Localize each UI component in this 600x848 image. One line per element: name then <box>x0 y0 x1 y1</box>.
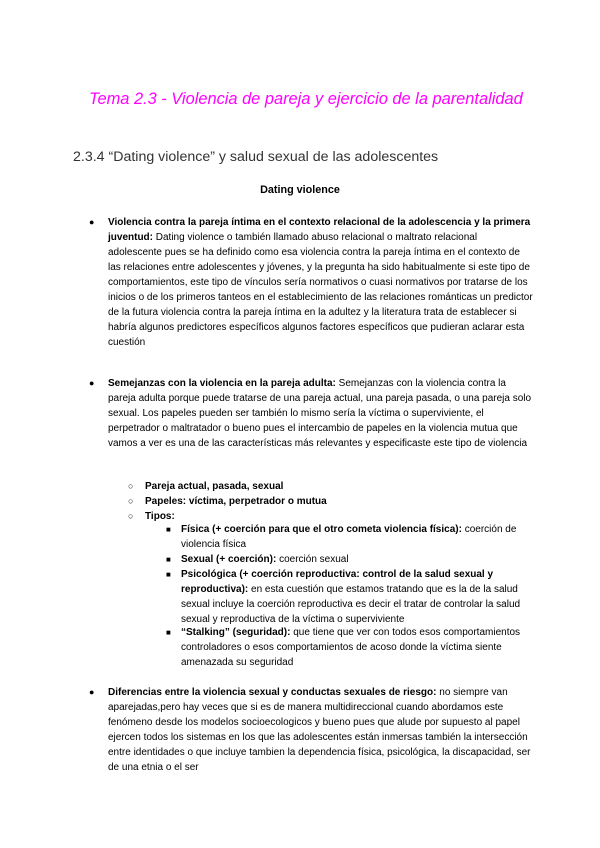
list-item-text: Semejanzas con la violencia contra la pareja adulta porque puede tratarse de una pareja actual, una pareja pasada, o una pareja solo sexual. Los papeles pueden ser también lo mismo sería la víctima o superviviente, el perpetrador o maltratador o bueno pues el intercambio de papeles en la violencia mutua que vamos a ver es una de las características más relevantes y especificaste este tipo de violencia <box>108 378 532 449</box>
tipo-list-item: ■ Sexual (+ coerción): coerción sexual <box>166 554 349 565</box>
circle-bullet-icon: ○ <box>128 481 134 491</box>
circle-bullet-icon: ○ <box>128 511 134 521</box>
sub-list-item: ○ Pareja actual, pasada, sexual <box>128 481 284 492</box>
list-item-text: no siempre van aparejadas,pero hay veces que si es de manera multidireccional cuando abordamos este fenómeno desde los modelos socioecologicos y bueno pues que alude por supuesto al papel ejercen todos los sistemas en los que las adolescentes están inmersas también la intersección entre identidades o que incluye tambien la dependencia física, psicológica, la discapacidad, ser de una etnia o el ser <box>108 687 531 773</box>
square-bullet-icon: ■ <box>166 555 171 564</box>
section-heading: Dating violence <box>260 184 340 196</box>
tipo-list-item: ■ “Stalking” (seguridad): que tiene que ver con todos esos comportamientos controladores o esos comportamientos de acoso donde la víctima siente amenazada su seguridad <box>166 627 521 668</box>
document-title: Tema 2.3 - Violencia de pareja y ejercicio de la parentalidad <box>89 90 523 108</box>
list-item <box>89 215 533 350</box>
tipo-list-item: ■ Psicológica (+ coerción reproductiva: control de la salud sexual y reproductiva): en esta cuestión que estamos tratando que es la de la salud sexual incluye la coerción reproductiva es decir el tratar de controlar la salud sexual y reproductiva de la víctima o superviviente <box>166 569 521 625</box>
square-bullet-icon: ■ <box>166 525 171 534</box>
tipo-list-item: ■ Física (+ coerción para que el otro cometa violencia física): coerción de violencia física <box>166 524 517 550</box>
square-bullet-icon: ■ <box>166 570 171 579</box>
list-item <box>89 685 533 775</box>
list-item-text: Dating violence o también llamado abuso relacional o maltrato relacional adolescente pues se ha definido como esa violencia contra la pareja íntima en el contexto de las relaciones entre adolescentes y jóvenes, y la pregunta ha sido habitualmente si este tipo de comportamientos, este tipo de vínculos sería normativos o cuasi normativos por tratarse de los inicios o de los primeros tanteos en el establecimiento de las relaciones románticas un predictor de la futura violencia contra la pareja íntima en la adultez y la literatura trata de establecer si habría algunos predictores específicos algunos factores específicos que pudieran aclarar esta cuestión <box>108 232 533 348</box>
sub-list-item: ○ Tipos: <box>128 511 175 522</box>
bullet-icon: ● <box>89 687 95 697</box>
list-item-bold: Semejanzas con la violencia en la pareja adulta: <box>108 378 336 389</box>
list-item-bold: Diferencias entre la violencia sexual y conductas sexuales de riesgo: <box>108 687 437 698</box>
bullet-icon: ● <box>89 217 95 227</box>
square-bullet-icon: ■ <box>166 628 171 637</box>
list-item <box>89 376 533 451</box>
sub-list-item: ○ Papeles: víctima, perpetrador o mutua <box>128 496 327 507</box>
list-item-bold: Violencia contra la pareja íntima en el contexto relacional de la adolescencia y la primera juventud: <box>108 217 531 243</box>
circle-bullet-icon: ○ <box>128 496 134 506</box>
section-subtitle: 2.3.4 “Dating violence” y salud sexual de las adolescentes <box>73 149 439 165</box>
bullet-icon: ● <box>89 378 95 388</box>
